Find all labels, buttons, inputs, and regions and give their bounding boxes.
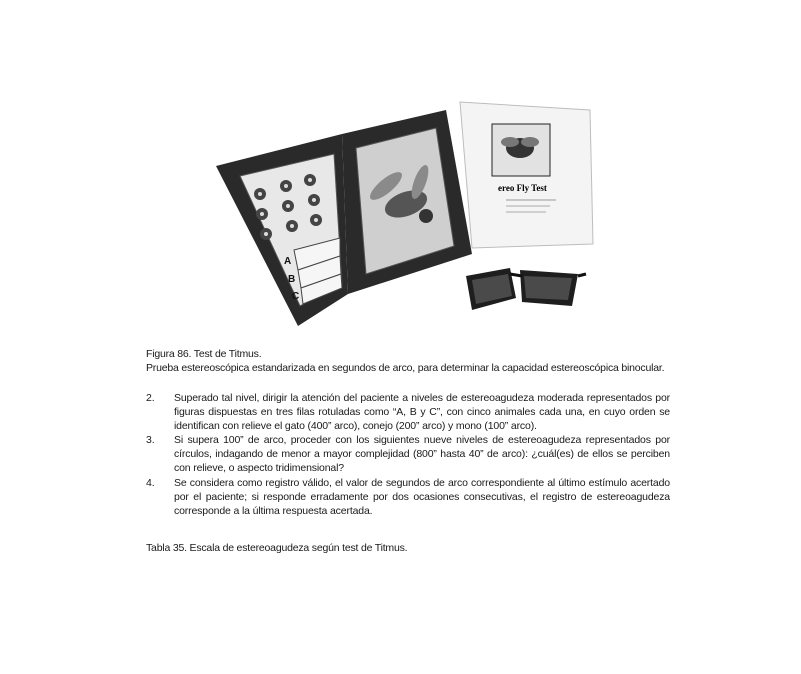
step-text: Se considera como registro válido, el valor de segundos de arco correspondiente al último estímulo acertado por el paciente; si responde erradamente por dos ocasiones consecutivas, el registro de estereoagudeza corresponde a la última respuesta acertada. — [174, 476, 670, 517]
row-label-a: A — [284, 256, 292, 267]
polarized-glasses — [466, 268, 586, 310]
test-case — [216, 110, 472, 326]
step-number: 2. — [146, 392, 155, 404]
step-text: Superado tal nivel, dirigir la atención del paciente a niveles de estereoagudeza moderada representados por figuras dispuestas en tres filas rotuladas como “A, B y C”, con cinco animales cada una, en cuyo orden se identifican con relieve el gato (400” arco), conejo (200” arco) y mono (100” arco). — [174, 392, 670, 433]
step-item — [146, 476, 670, 518]
row-label-b: B — [288, 274, 296, 285]
caption-description: Prueba estereoscópica estandarizada en segundos de arco, para determinar la capacidad estereoscópica binocular. — [146, 362, 665, 374]
procedure-steps — [146, 391, 670, 518]
titmus-test-photo — [210, 98, 600, 328]
titmus-test-illustration — [210, 98, 600, 328]
step-text: Si supera 100” de arco, proceder con los siguientes nueve niveles de estereoagudeza representados por círculos, indagando de menor a mayor complejidad (800” hasta 40” de arco): ¿cuál(es) de ellos se perciben con relieve, o aspecto tridimensional? — [174, 434, 670, 475]
step-item — [146, 433, 670, 475]
step-number: 4. — [146, 476, 155, 489]
step-number: 3. — [146, 434, 155, 447]
step-item — [146, 391, 670, 433]
table-title: Tabla 35. Escala de estereoagudeza según test de Titmus. — [146, 542, 408, 554]
caption-title: Figura 86. Test de Titmus. — [146, 348, 262, 360]
booklet-title: ereo Fly Test — [498, 183, 547, 193]
row-label-c: C — [292, 291, 300, 302]
figure-caption — [146, 347, 676, 375]
stereo-fly-booklet — [460, 102, 593, 248]
